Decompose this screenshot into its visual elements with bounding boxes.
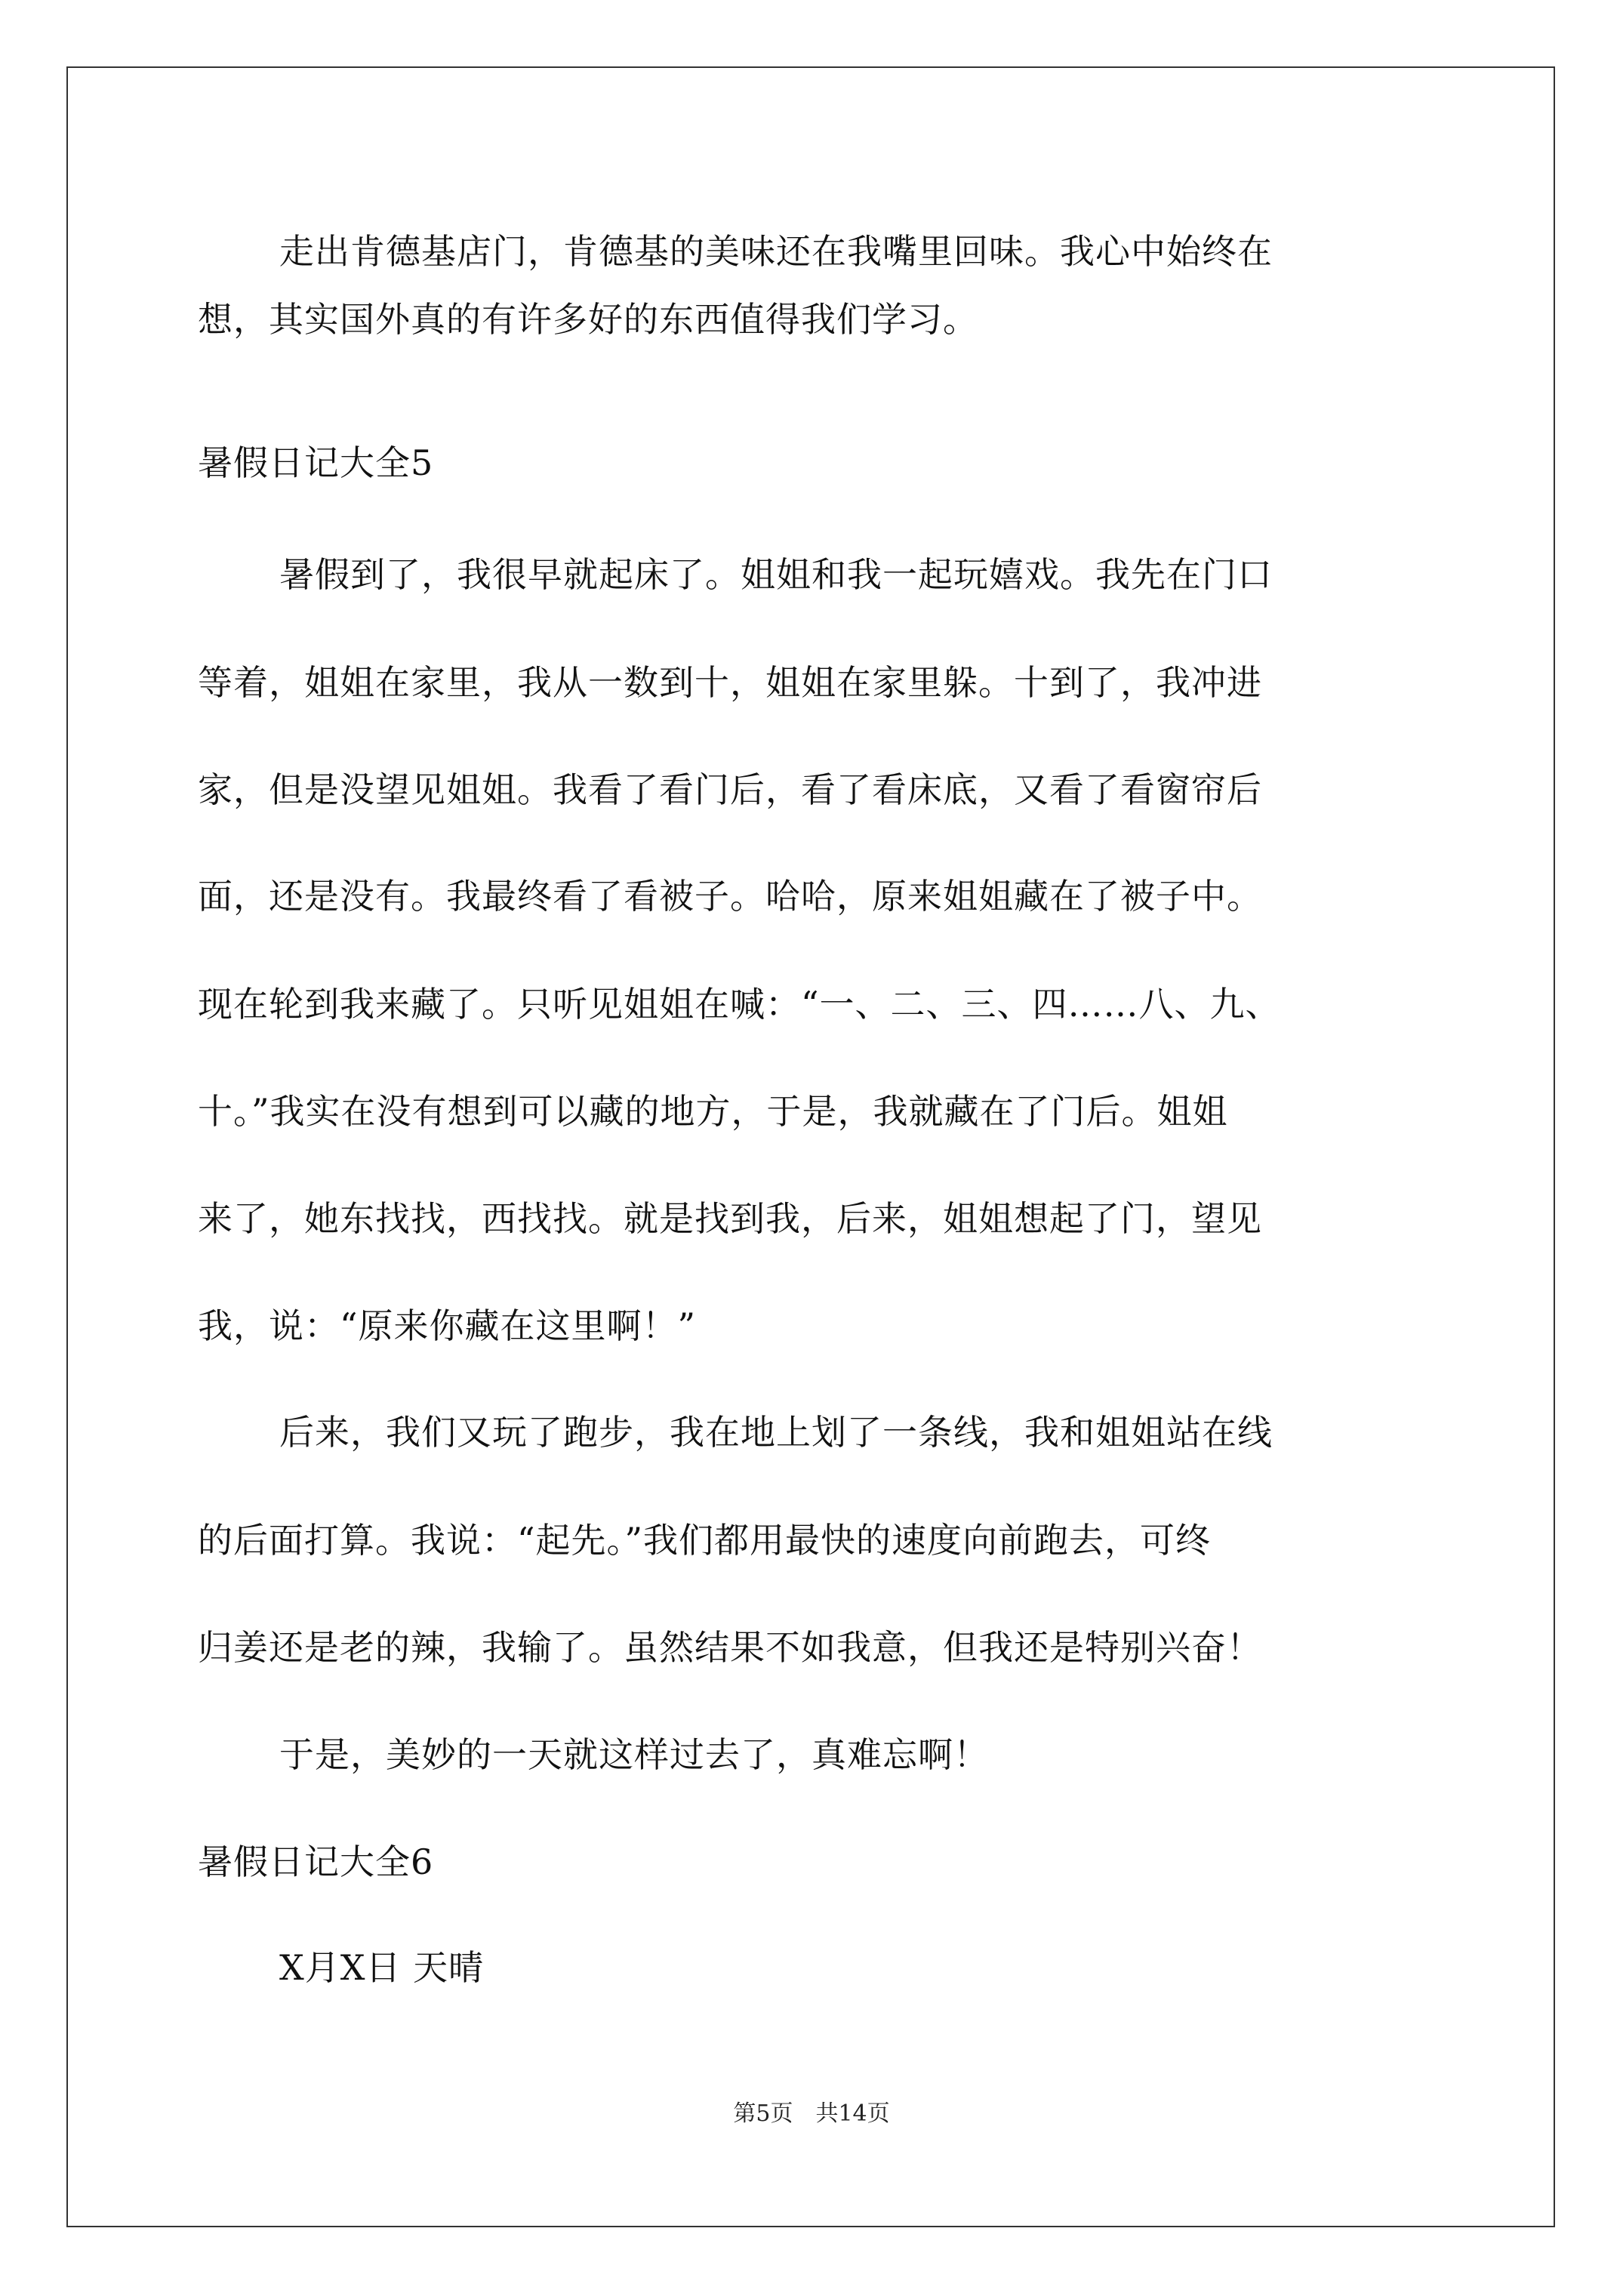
paragraph-line: 家，但是没望见姐姐。我看了看门后，看了看床底，又看了看窗帘后 — [198, 769, 1262, 810]
paragraph-line: 十。”我实在没有想到可以藏的地方，于是，我就藏在了门后。姐姐 — [198, 1091, 1228, 1132]
paragraph-line: 后来，我们又玩了跑步，我在地上划了一条线，我和姐姐站在线 — [279, 1412, 1273, 1453]
paragraph-line: 想，其实国外真的有许多好的东西值得我们学习。 — [198, 299, 978, 340]
paragraph-line: 暑假到了，我很早就起床了。姐姐和我一起玩嬉戏。我先在门口 — [279, 554, 1273, 595]
paragraph-line: 来了，她东找找，西找找。就是找到我，后来，姐姐想起了门，望见 — [198, 1198, 1262, 1239]
paragraph-line: 于是，美妙的一天就这样过去了，真难忘啊！ — [279, 1734, 989, 1775]
paragraph-line: 面，还是没有。我最终看了看被子。哈哈，原来姐姐藏在了被子中。 — [198, 876, 1262, 917]
paragraph-line: 走出肯德基店门，肯德基的美味还在我嘴里回味。我心中始终在 — [279, 231, 1273, 272]
paragraph-line: 的后面打算。我说：“起先。”我们都用最快的速度向前跑去，可终 — [198, 1520, 1212, 1561]
paragraph-line: 归姜还是老的辣，我输了。虽然结果不如我意，但我还是特别兴奋！ — [198, 1627, 1262, 1668]
section-heading: 暑假日记大全5 — [198, 442, 434, 483]
paragraph-line: 我，说：“原来你藏在这里啊！” — [198, 1305, 697, 1346]
paragraph-line: 等着，姐姐在家里，我从一数到十，姐姐在家里躲。十到了，我冲进 — [198, 662, 1262, 703]
section-heading: 暑假日记大全6 — [198, 1841, 434, 1882]
page-footer: 第5页 共14页 — [733, 2100, 890, 2127]
paragraph-line: 现在轮到我来藏了。只听见姐姐在喊：“一、二、三、四……八、九、 — [198, 984, 1281, 1025]
date-weather-line: X月X日 天晴 — [279, 1947, 485, 1988]
page-border — [66, 66, 1555, 2227]
